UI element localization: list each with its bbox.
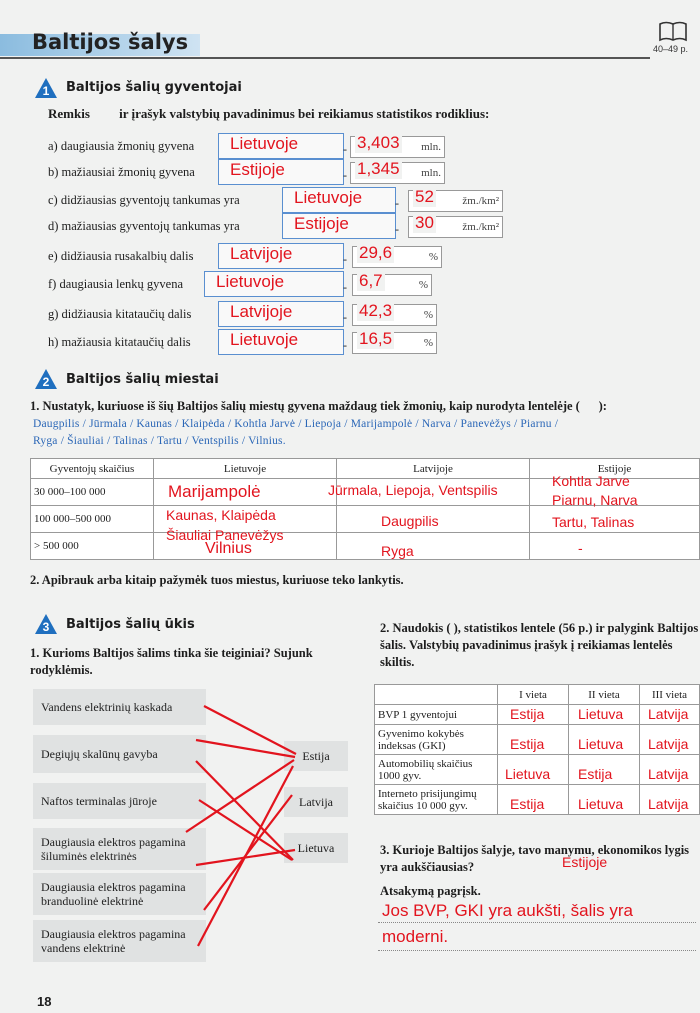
hw-rank-answer: Estija bbox=[510, 706, 545, 722]
value-unit-box[interactable]: mln. bbox=[350, 162, 445, 184]
hw-rank-answer: Lietuva bbox=[578, 796, 624, 812]
table-header: Gyventojų skaičius bbox=[31, 459, 154, 479]
section-2-q2: 2. Apibrauk arba kitaip pažymėk tuos miestus, kuriuose teko lankytis. bbox=[30, 573, 404, 587]
question-text: h) mažiausia kitataučių dalis bbox=[48, 335, 191, 349]
dash: - bbox=[343, 310, 347, 324]
hw-ee-row3: - bbox=[578, 540, 583, 556]
dash: - bbox=[343, 142, 347, 156]
hw-lv-row1: Jūrmala, Liepoja, Ventspilis bbox=[328, 482, 498, 498]
rank-label: Interneto prisijungimų skaičius 10 000 gyv. bbox=[375, 785, 498, 815]
dash: - bbox=[343, 168, 347, 182]
hw-value: 52 bbox=[415, 187, 434, 206]
value-unit-box[interactable]: mln. bbox=[350, 136, 445, 158]
hw-rank-answer: Latvija bbox=[648, 766, 689, 782]
range-cell: > 500 000 bbox=[31, 533, 154, 560]
hw-ee-row1: Kohtla Jarve Piarnu, Narva bbox=[552, 473, 638, 508]
hw-country: Lietuvoje bbox=[230, 330, 299, 349]
rank-label: Gyvenimo kokybės indeksas (GKI) bbox=[375, 725, 498, 755]
hw-rank-answer: Estija bbox=[510, 736, 545, 752]
question-text: d) mažiausias gyventojų tankumas yra bbox=[48, 219, 240, 233]
section-3-q1: 1. Kurioms Baltijos šalims tinka šie teiginiai? Sujunk rodyklėmis. bbox=[30, 646, 313, 677]
table-header: Latvijoje bbox=[337, 459, 530, 479]
hw-rank-answer: Latvija bbox=[648, 796, 689, 812]
hw-country: Estijoje bbox=[230, 160, 285, 179]
range-cell: 100 000–500 000 bbox=[31, 506, 154, 533]
country-box[interactable]: Lietuva bbox=[284, 833, 348, 863]
hw-country: Latvijoje bbox=[230, 244, 293, 263]
page-reference: 40–49 p. bbox=[653, 44, 689, 54]
svg-text:3: 3 bbox=[42, 620, 50, 634]
hw-lv-row3: Ryga bbox=[381, 543, 414, 559]
hw-value: 29,6 bbox=[359, 243, 393, 262]
hw-country: Latvijoje bbox=[230, 302, 293, 321]
hw-lt-row3: Vilnius bbox=[205, 540, 252, 557]
hw-value: 1,345 bbox=[357, 159, 400, 178]
range-cell: 30 000–100 000 bbox=[31, 479, 154, 506]
rank-header: III vieta bbox=[640, 685, 700, 705]
rank-header: I vieta bbox=[498, 685, 569, 705]
hw-rank-answer: Lietuva bbox=[505, 766, 551, 782]
hw-country: Lietuvoje bbox=[216, 272, 285, 291]
table-header: Lietuvoje bbox=[154, 459, 337, 479]
question-text: f) daugiausia lenkų gyvena bbox=[48, 277, 184, 291]
section-1-title: Baltijos šalių gyventojai bbox=[66, 80, 242, 95]
hw-reason-line1: Jos BVP, GKI yra aukšti, šalis yra bbox=[382, 901, 633, 920]
section-3-q2: 2. Naudokis ( ), statistikos lentele (56 p.) ir palygink Baltijos šalis. Valstybių pavadinimus įrašyk į reikiamas lentelės skiltis. bbox=[380, 621, 699, 669]
rank-label: Automobilių skaičius 1000 gyv. bbox=[375, 755, 498, 785]
country-box[interactable]: Estija bbox=[284, 741, 348, 771]
hw-rank-answer: Estija bbox=[510, 796, 545, 812]
cities-list-line1: Daugpilis / Jūrmala / Kaunas / Klaipėda / Kohtla Jarvė / Liepoja / Marijampolė / Narva / Panevėžys / Piarnu / bbox=[33, 418, 559, 430]
statement-box[interactable]: Daugiausia elektros pagamina šiluminės elektrinės bbox=[33, 828, 206, 870]
statement-box[interactable]: Naftos terminalas jūroje bbox=[33, 783, 206, 819]
question-text: g) didžiausia kitataučių dalis bbox=[48, 307, 192, 321]
hw-lv-row2: Daugpilis bbox=[381, 513, 439, 529]
hw-rank-answer: Latvija bbox=[648, 706, 689, 722]
value-unit-box[interactable]: % bbox=[352, 332, 437, 354]
hw-value: 16,5 bbox=[359, 329, 393, 348]
dash: - bbox=[343, 280, 347, 294]
hw-country: Lietuvoje bbox=[230, 134, 299, 153]
section-2-title: Baltijos šalių miestai bbox=[66, 372, 219, 387]
question-text: c) didžiausias gyventojų tankumas yra bbox=[48, 193, 240, 207]
rank-header: II vieta bbox=[569, 685, 640, 705]
hw-rank-answer: Estija bbox=[578, 766, 613, 782]
svg-text:2: 2 bbox=[42, 375, 50, 389]
hw-reason-line2: moderni. bbox=[382, 927, 449, 946]
dash: - bbox=[395, 222, 399, 236]
dash: - bbox=[343, 338, 347, 352]
table-header: Estijoje bbox=[530, 459, 700, 479]
cities-list-line2: Ryga / Šiauliai / Talinas / Tartu / Ventspilis / Vilnius. bbox=[33, 435, 286, 447]
reason-label: Atsakymą pagrįsk. bbox=[380, 884, 481, 898]
hw-rank-answer: Lietuva bbox=[578, 706, 624, 722]
hw-value: 6,7 bbox=[359, 271, 383, 290]
question-text: e) didžiausia rusakalbių dalis bbox=[48, 249, 194, 263]
hw-country: Lietuvoje bbox=[294, 188, 363, 207]
section-3-q3: 3. Kurioje Baltijos šalyje, tavo manymu, ekonomikos lygis yra aukščiausias? bbox=[380, 843, 690, 874]
hw-ee-row2: Tartu, Talinas bbox=[552, 514, 635, 530]
value-unit-box[interactable]: % bbox=[352, 274, 432, 296]
statement-box[interactable]: Vandens elektrinių kaskada bbox=[33, 689, 206, 725]
statement-box[interactable]: Daugiausia elektros pagamina branduolinė elektrinė bbox=[33, 873, 206, 915]
hw-rank-answer: Lietuva bbox=[578, 736, 624, 752]
dash: - bbox=[395, 196, 399, 210]
statement-box[interactable]: Daugiausia elektros pagamina vandens elektrinė bbox=[33, 920, 206, 962]
hw-value: 42,3 bbox=[359, 301, 393, 320]
hw-value: 3,403 bbox=[357, 133, 400, 152]
value-unit-box[interactable]: % bbox=[352, 304, 437, 326]
question-text: a) daugiausia žmonių gyvena bbox=[48, 139, 195, 153]
rank-label: BVP 1 gyventojui bbox=[375, 705, 498, 725]
hw-rank-answer: Latvija bbox=[648, 736, 689, 752]
hw-country: Estijoje bbox=[294, 214, 349, 233]
page-number: 18 bbox=[37, 994, 52, 1009]
question-text: b) mažiausiai žmonių gyvena bbox=[48, 165, 195, 179]
value-unit-box[interactable]: žm./km² bbox=[408, 216, 503, 238]
value-unit-box[interactable]: žm./km² bbox=[408, 190, 503, 212]
statement-box[interactable]: Degiųjų skalūnų gavyba bbox=[33, 735, 206, 773]
page-title: Baltijos šalys bbox=[32, 30, 189, 54]
svg-text:1: 1 bbox=[42, 84, 50, 98]
country-box[interactable]: Latvija bbox=[284, 787, 348, 817]
hw-value: 30 bbox=[415, 213, 434, 232]
hw-lt-row2: Kaunas, Klaipėda Šiauliai Panevėžys bbox=[166, 507, 284, 543]
hw-q3-answer: Estijoje bbox=[562, 854, 608, 870]
value-unit-box[interactable]: % bbox=[352, 246, 442, 268]
section-1-instruction: Remkis ir įrašyk valstybių pavadinimus bei reikiamus statistikos rodiklius: bbox=[48, 106, 490, 121]
dash: - bbox=[343, 252, 347, 266]
section-3-title: Baltijos šalių ūkis bbox=[66, 617, 195, 632]
hw-lt-row1: Marijampolė bbox=[168, 482, 261, 501]
section-2-q1: 1. Nustatyk, kuriuose iš šių Baltijos šalių miestų gyvena maždaug tiek žmonių, kaip nurodyta lentelėje ( ): bbox=[30, 399, 607, 413]
